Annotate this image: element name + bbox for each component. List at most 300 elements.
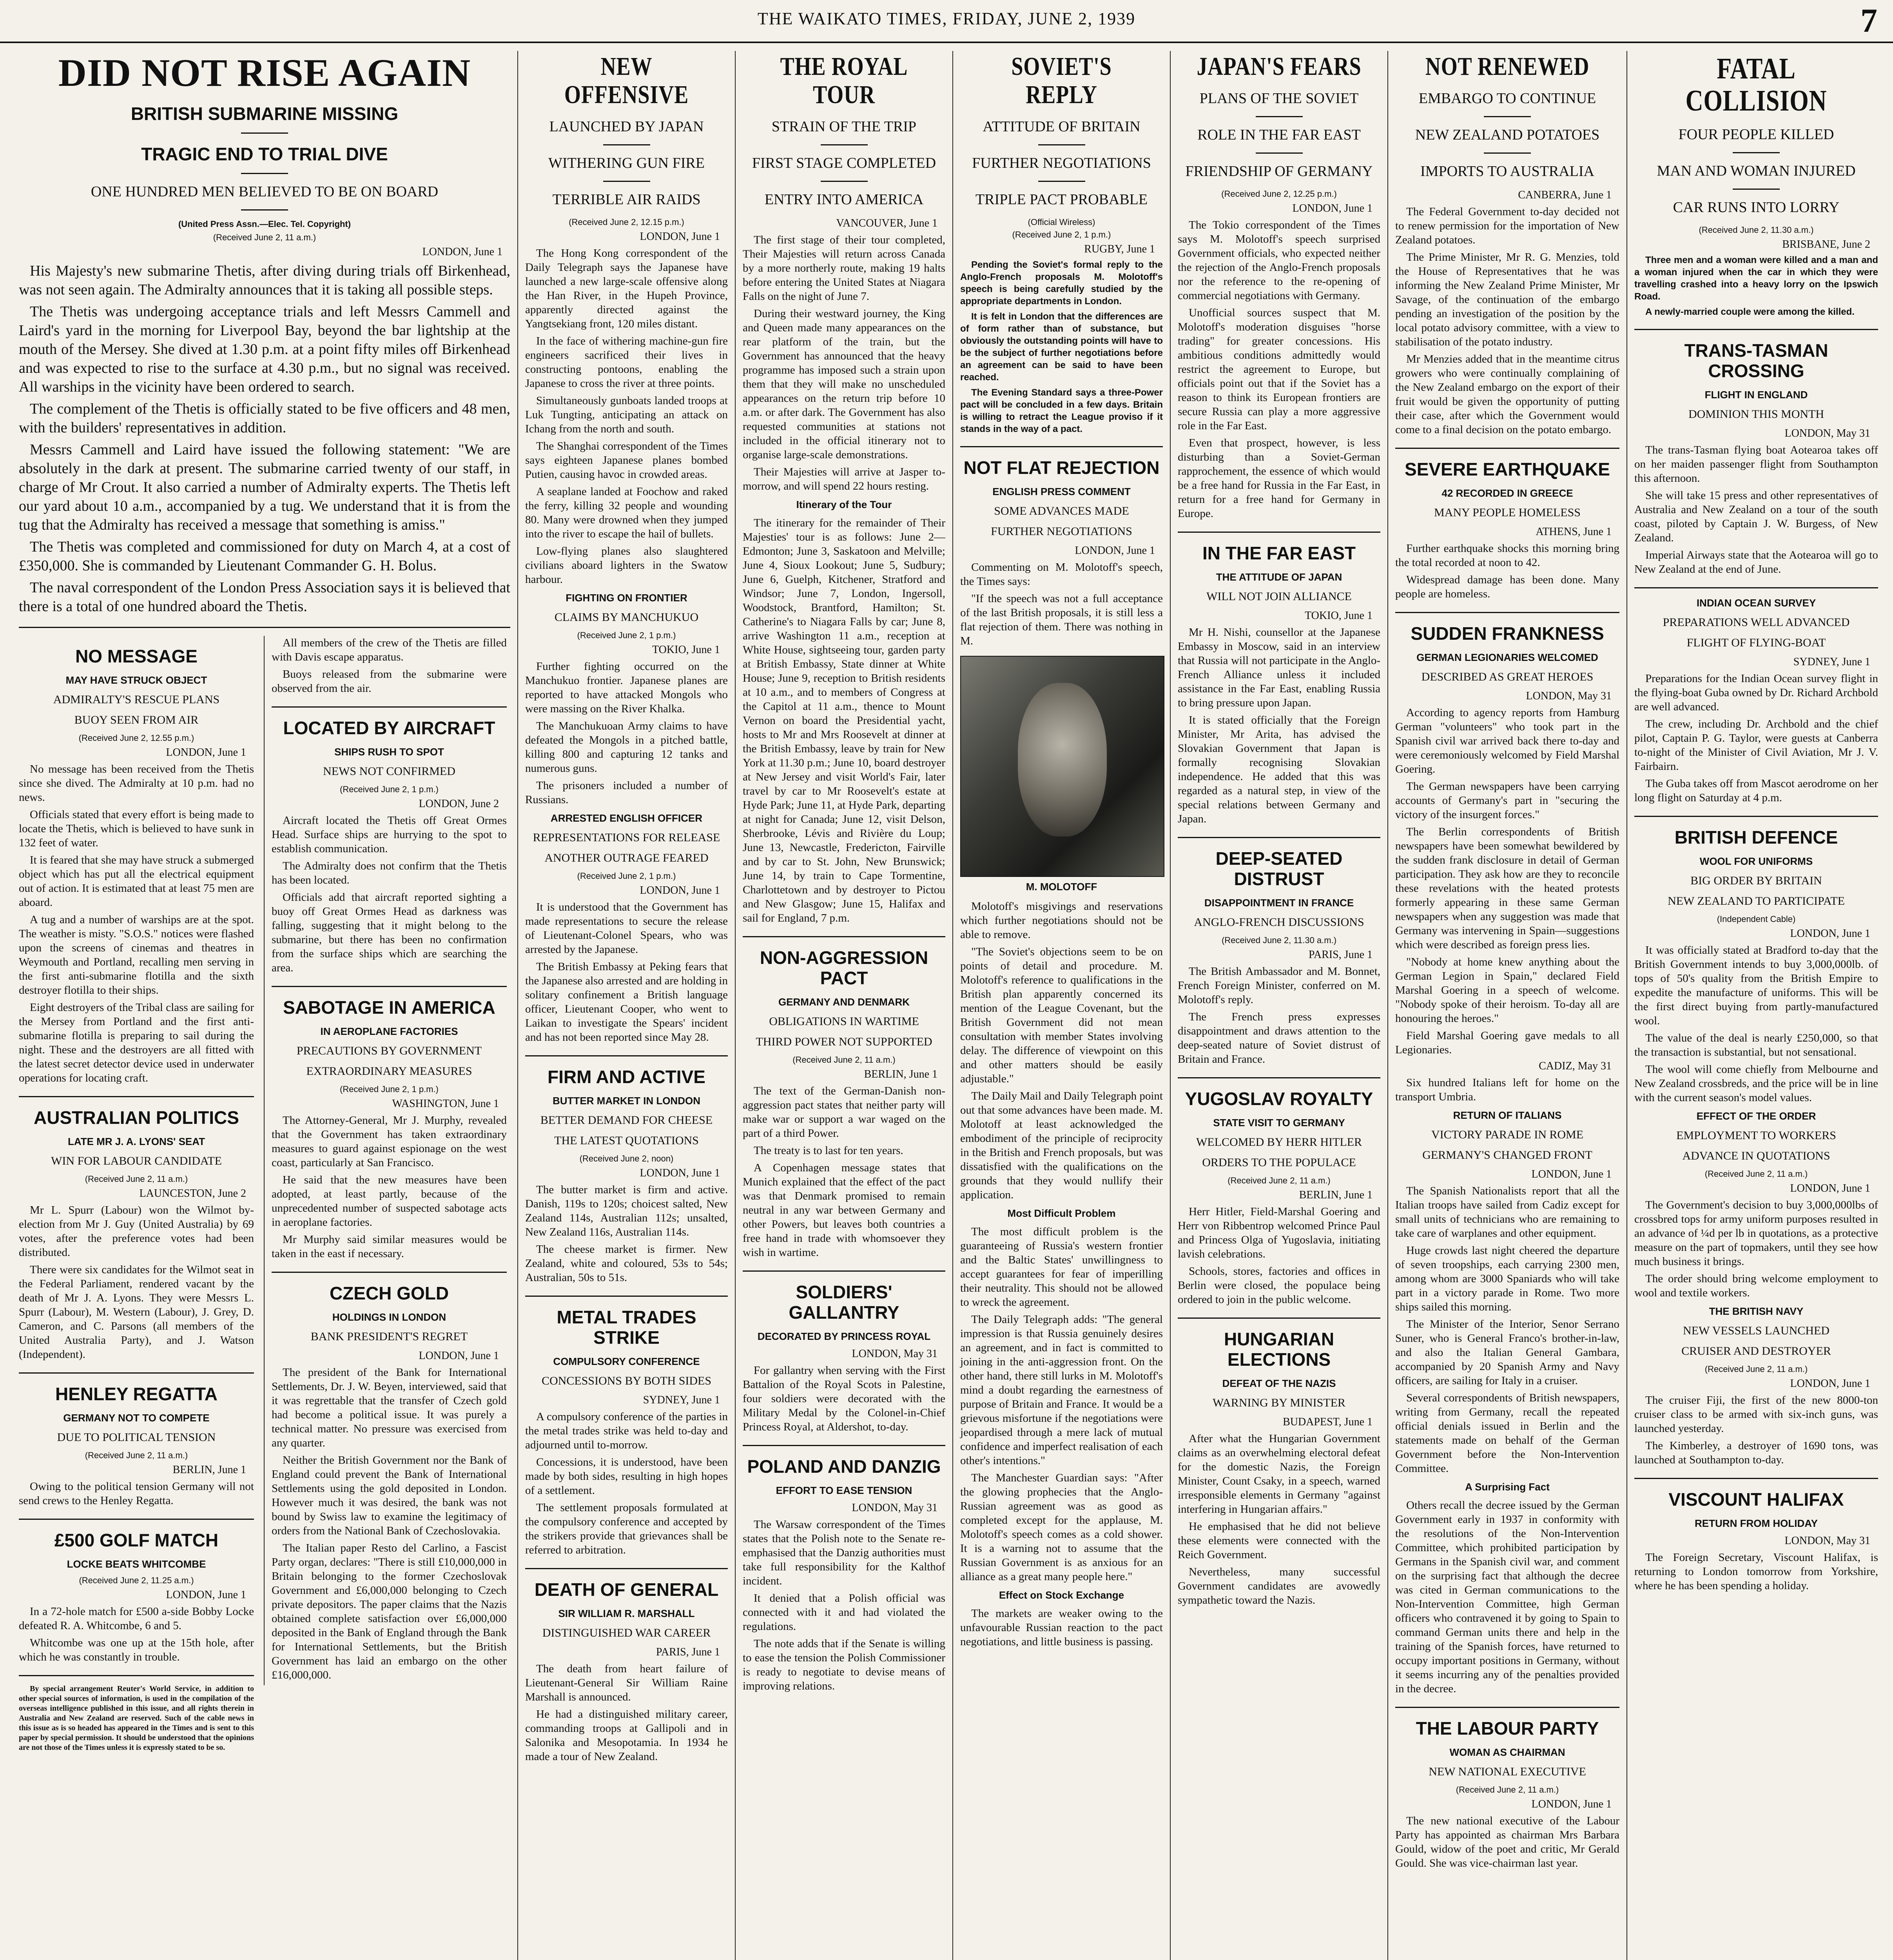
- subhead: FURTHER NEGOTIATIONS: [972, 155, 1151, 171]
- story-headline: INDIAN OCEAN SURVEY: [1696, 597, 1816, 609]
- story-headline: CZECH GOLD: [329, 1283, 449, 1303]
- received-line: (Received June 2, 11 a.m.): [1704, 1169, 1808, 1179]
- story-headline: HUNGARIAN ELECTIONS: [1224, 1329, 1335, 1370]
- subhead: SHIPS RUSH TO SPOT: [334, 746, 444, 758]
- paragraph: The treaty is to last for ten years.: [754, 1144, 903, 1157]
- dateline: LONDON, May 31: [852, 1348, 937, 1360]
- subhead: WARNING BY MINISTER: [1213, 1396, 1345, 1409]
- dateline: SYDNEY, June 1: [1793, 656, 1870, 668]
- dateline: RUGBY, June 1: [1084, 243, 1155, 255]
- paragraph: The cheese market is firmer. New Zealand, white and coloured, 53s to 54s; Australian, 50s to 51s.: [525, 1243, 728, 1284]
- story-headline: BRITISH DEFENCE: [1674, 827, 1838, 848]
- story-headline: SABOTAGE IN AMERICA: [283, 997, 495, 1018]
- dateline: LONDON, June 1: [166, 1589, 246, 1601]
- paragraph: The Minister of the Interior, Senor Serrano Suner, who is General Franco's brother-in-law, and also the Italian General Gambara, accompanied by 20 Spanish Army and Navy officers, are sailing for Italy in a cruiser.: [1395, 1318, 1619, 1387]
- story-headline: NOT RENEWED: [1425, 52, 1590, 81]
- paragraph: Messrs Cammell and Laird have issued the following statement: "We are absolutely in the dark at present. The submarine carried twenty of our staff, in charge of Mr Crout. It also carried a number of Admiralty experts. The Thetis left our yard about 10 a.m., accompanied by a tug. We understand that it is from the tug that the Admiralty has received a message that something is amiss.": [19, 441, 510, 533]
- subhead: DUE TO POLITICAL TENSION: [57, 1431, 216, 1444]
- subhead: NEW ZEALAND TO PARTICIPATE: [1668, 895, 1845, 907]
- subhead: 42 RECORDED IN GREECE: [1442, 487, 1573, 499]
- paragraph: The markets are weaker owing to the unfavourable Russian reaction to the pact negotiations, and little business is passing.: [960, 1607, 1163, 1648]
- story-headline: SUDDEN FRANKNESS: [1411, 623, 1604, 644]
- paragraph: The Attorney-General, Mr J. Murphy, revealed that the Government has taken extraordinary measures to guard against espionage on the west coast, particularly at San Francisco.: [272, 1114, 507, 1169]
- received-line: (Received June 2, 1 p.m.): [340, 1084, 439, 1094]
- subhead: BANK PRESIDENT'S REGRET: [310, 1330, 468, 1343]
- subhead: DISAPPOINTMENT IN FRANCE: [1204, 897, 1354, 909]
- paragraph: The naval correspondent of the London Press Association says it is believed that there is a total of one hundred aboard the Thetis.: [19, 579, 510, 615]
- paragraph: In a 72-hole match for £500 a-side Bobby Locke defeated R. A. Whitcombe, 6 and 5.: [19, 1605, 254, 1632]
- received-line: (Received June 2, 12.15 p.m.): [569, 217, 684, 227]
- credit-line: (United Press Assn.—Elec. Tel. Copyright): [178, 219, 351, 229]
- paragraph: She will take 15 press and other representatives of Australia and New Zealand on a tour of the south coast, piloted by Captain J. W. Burgess, of New Zealand.: [1634, 489, 1878, 544]
- paragraph: In the face of withering machine-gun fire engineers sacrificed their lives in constructing pontoons, enabling the Japanese to cross the river at three points.: [525, 335, 728, 390]
- dateline: PARIS, June 1: [656, 1646, 720, 1658]
- story-headline: RETURN OF ITALIANS: [1453, 1109, 1562, 1121]
- received-line: (Received June 2, 11.25 a.m.): [79, 1575, 194, 1585]
- story-headline: EFFECT OF THE ORDER: [1696, 1110, 1816, 1122]
- dateline: SYDNEY, June 1: [643, 1394, 720, 1406]
- paragraph: The Tokio correspondent of the Times says M. Molotoff's speech surprised Government officials, who expected neither the rejection of the Anglo-French proposals nor the reference to the re-opening of commercial negotiations with Germany.: [1178, 219, 1380, 302]
- paragraph: For gallantry when serving with the First Battalion of the Royal Scots in Palestine, four soldiers were decorated with the Military Medal by the Colonel-in-Chief Princess Royal, at Aldershot, to-day.: [743, 1364, 945, 1433]
- received-line: (Received June 2, 1 p.m.): [577, 630, 676, 640]
- footnote: By special arrangement Reuter's World Service, in addition to other special sources of information, is used in the compilation of the overseas intelligence published in this issue, and all rights therein in Australia and New Zealand are reserved. Such of the cable news in this issue as is so headed has appeared in the Times and is sent to this paper by special permission. It should be understood that the opinions are not those of the Times unless it is expressly stated to be so.: [19, 1684, 254, 1752]
- paragraph: The Government's decision to buy 3,000,000lbs of crossbred tops for army uniform purposes resulted in an advance of ¼d per lb in quotations, as a protective measure on the part of topmakers, until they see how much business it brings.: [1634, 1199, 1878, 1268]
- paragraph: "The Soviet's objections seem to be on points of detail and procedure. M. Molotoff's reference to qualifications in the British plan apparently concerned its mention of the League Covenant, but the British Government did not mean consultation with member States involving delay. The difference of viewpoint on this and other matters should be easily adjustable.": [960, 946, 1163, 1085]
- dateline: LONDON, June 1: [422, 246, 502, 258]
- subhead: EFFORT TO EASE TENSION: [776, 1485, 912, 1496]
- subhead: STATE VISIT TO GERMANY: [1213, 1117, 1345, 1129]
- dateline: LONDON, June 1: [166, 746, 246, 759]
- paragraph: Pending the Soviet's formal reply to the Anglo-French proposals M. Molotoff's speech is being carefully studied by the appropriate departments in London.: [960, 260, 1163, 307]
- received-line: (Received June 2, 11 a.m.): [792, 1055, 896, 1065]
- story-headline: JAPAN'S FEARS: [1197, 52, 1362, 81]
- received-line: (Received June 2, 11.30 a.m.): [1699, 225, 1814, 235]
- story-headline: NOT FLAT REJECTION: [963, 457, 1160, 478]
- subhead: DECORATED BY PRINCESS ROYAL: [757, 1330, 931, 1342]
- story-headline: POLAND AND DANZIG: [747, 1456, 941, 1477]
- paragraph: Buoys released from the submarine were observed from the air.: [272, 668, 507, 695]
- paragraph: Unofficial sources suspect that M. Molotoff's moderation disguises "horse trading" for greater concessions. His ambitious conditions admittedly would restrict the agreement to Europe, but officials point out that if the Soviet has a reason to think its European frontiers are secure Russia can play a more aggressive role in the Far East.: [1178, 307, 1380, 432]
- received-line: (Received June 2, 11.30 a.m.): [1221, 935, 1337, 945]
- column-6: [1387, 51, 1626, 1960]
- paragraph: Mr Murphy said similar measures would be taken in the east if necessary.: [272, 1233, 507, 1260]
- paragraph: The Prime Minister, Mr R. G. Menzies, told the House of Representatives that he was informing the New Zealand Prime Minister, Mr Savage, of the continuation of the embargo pending an investigation of the position by the local potato advisory committee, with a view to stabilisation of the potato industry.: [1395, 251, 1619, 348]
- subhead: MAY HAVE STRUCK OBJECT: [65, 674, 207, 686]
- subhead: PREPARATIONS WELL ADVANCED: [1663, 616, 1850, 629]
- paragraph: The Daily Mail and Daily Telegraph point out that some advances have been made. M. Molotoff at least acknowledged the embodiment of the principle of reciprocity in the British and French proposals, but was dissatisfied with the qualifications on the grounds that they would nullify their application.: [960, 1090, 1163, 1201]
- paragraph: The value of the deal is nearly £250,000, so that the transaction is substantial, but not sensational.: [1634, 1032, 1878, 1058]
- dateline: LONDON, June 1: [1075, 544, 1155, 557]
- story-headline: DEATH OF GENERAL: [534, 1579, 719, 1600]
- paragraph: It is stated officially that the Foreign Minister, Mr Arita, has advised the Slovakian Government that Japan is formally recognising Slovakian independence. He added that this was regarded as a natural step, in view of the special relations between Germany and Japan.: [1178, 714, 1380, 825]
- subhead: BUOY SEEN FROM AIR: [74, 713, 199, 726]
- subhead: GERMANY'S CHANGED FRONT: [1422, 1149, 1592, 1161]
- paragraph: According to agency reports from Hamburg German "volunteers" who took part in the Spanish civil war arrived back there to-day and were ceremoniously welcomed by Field Marshal Goering.: [1395, 706, 1619, 775]
- subhead: IN AEROPLANE FACTORIES: [320, 1025, 458, 1037]
- paragraph: The first stage of their tour completed, Their Majesties will return across Canada by a more northerly route, making 19 halts before entering the United States at Niagara Falls on the night of June 7.: [743, 234, 945, 303]
- paragraph: Further earthquake shocks this morning bring the total recorded at noon to 42.: [1395, 542, 1619, 569]
- subhead: MANY PEOPLE HOMELESS: [1434, 506, 1581, 519]
- paragraph: The order should bring welcome employment to wool and textile workers.: [1634, 1272, 1878, 1299]
- paragraph: Several correspondents of British newspapers, writing from Germany, recall the repeated official denials issued in Berlin and the statements made on behalf of the German Government before the Non-Intervention Committee.: [1395, 1392, 1619, 1475]
- paragraph: The Kimberley, a destroyer of 1690 tons, was launched at Southampton to-day.: [1634, 1439, 1878, 1466]
- subhead: NEWS NOT CONFIRMED: [323, 765, 455, 778]
- paragraph: A seaplane landed at Foochow and raked the ferry, killing 32 people and wounding 80. Many were drowned when they jumped into the river to escape the hail of bullets.: [525, 485, 728, 540]
- dateline: BERLIN, June 1: [1299, 1189, 1373, 1201]
- column-7: [1626, 51, 1885, 1960]
- paragraph: The president of the Bank for International Settlements, Dr. J. W. Beyen, interviewed, said that it was regrettable that the transfer of Czech gold had become a political issue. It was purely a technical matter. No pressure was exercised from any quarter.: [272, 1366, 507, 1449]
- subhead: TERRIBLE AIR RAIDS: [552, 191, 701, 208]
- story-headline: LOCATED BY AIRCRAFT: [283, 718, 495, 738]
- received-line: (Received June 2, 11 a.m.): [1456, 1785, 1559, 1795]
- paragraph: The most difficult problem is the guaranteeing of Russia's western frontier and the Baltic States' unwillingness to accept guarantees for fear of imperilling their neutrality. This should not be allowed to wreck the agreement.: [960, 1225, 1163, 1308]
- subhead: THIRD POWER NOT SUPPORTED: [756, 1035, 932, 1048]
- paragraph: It denied that a Polish official was connected with it and had violated the regulations.: [743, 1592, 945, 1633]
- dateline: LAUNCESTON, June 2: [139, 1187, 246, 1200]
- paragraph: Even that prospect, however, is less disturbing than a Soviet-German rapprochement, the essence of which would be a free hand for Russia in the Far East, in return for a free hand for Germany in Europe.: [1178, 437, 1380, 520]
- paragraph: The Spanish Nationalists report that all the Italian troops have sailed from Cadiz except for small units of technicians who are remaining to take care of warplanes and other equipment.: [1395, 1185, 1619, 1240]
- paragraph: Neither the British Government nor the Bank of England could prevent the Bank of International Settlements using the gold deposited in London. However much it was desired, the bank was not bound by Swiss law to examine the legitimacy of orders from the National Bank of Czechoslovakia.: [272, 1454, 507, 1537]
- paragraph: Huge crowds last night cheered the departure of seven troopships, each carrying 2300 men, among whom are 3000 Spaniards who will take part in a victory parade in Rome. Two more ships sailed this morning.: [1395, 1244, 1619, 1313]
- paragraph: Further fighting occurred on the Manchukuo frontier. Japanese planes are reported to have attacked Mongols who were massing on the River Khalka.: [525, 660, 728, 715]
- paragraph: The itinerary for the remainder of Their Majesties' tour is as follows: June 2—Edmonton; June 3, Saskatoon and Melville; June 4, Sioux Lookout; June 5, Sudbury; June 6, Guelph, Kitchener, Stratford and Windsor; June 7, London, Ingersoll, Woodstock, Brantford, Hamilton; St. Catherine's to Niagara Falls by car; June 8, arrive Washington 11 a.m., reception at White House, sightseeing tour, garden party at British Embassy, State dinner at White House; June 9, reception to British residents at 10 a.m., and to members of Congress at the Capitol at 11 a.m., thence to Mount Vernon on board the Presidential yacht, hosts to Mr and Mrs Roosevelt at dinner at the British Embassy, leave by train for New York at 11.30 p.m.; June 10, board destroyer at New Jersey and visit World's Fair, later travel by car to Mr Roosevelt's estate at Hyde Park; June 11, at Hyde Park, departing at night for Canada; June 12, visit Delson, Sherbrooke, Lévis and Rivière du Loup; June 13, Newcastle, Fredericton, Fairville and by car to St. John, New Brunswick; June 14, by train to Cape Tormentine, Charlottetown and by destroyer to Pictou and New Glasgow; June 15, Halifax and sail for England, 7 p.m.: [743, 517, 945, 924]
- paragraph: He had a distinguished military career, commanding troops at Gallipoli and in Salonika and Mesopotamia. In 1934 he made a tour of New Zealand.: [525, 1708, 728, 1763]
- subhead: CRUISER AND DESTROYER: [1681, 1345, 1831, 1357]
- paragraph: The Italian paper Resto del Carlino, a Fascist Party organ, declares: "There is still £10,000,000 in Britain belonging to the former Czechoslovak Government and £6,000,000 belonging to Czech private depositors. The paper claims that the Nazis obtained complete satisfaction over £6,000,000 deposited in the Bank of England through the Bank for International Settlements, but the British Government has laid an embargo on the other £16,000,000.: [272, 1542, 507, 1681]
- subhead: ENGLISH PRESS COMMENT: [992, 486, 1131, 497]
- dateline: LONDON, May 31: [1784, 427, 1870, 439]
- paragraph: It is feared that she may have struck a submerged object which has put all the electrical equipment out of action. It is estimated that at least 75 men are aboard.: [19, 854, 254, 909]
- subhead: THE ATTITUDE OF JAPAN: [1216, 571, 1342, 583]
- subhead: EXTRAORDINARY MEASURES: [306, 1065, 472, 1078]
- story-headline: THE ROYAL TOUR: [780, 52, 908, 109]
- subhead: GERMAN LEGIONARIES WELCOMED: [1416, 652, 1598, 663]
- paragraph: Nevertheless, many successful Government candidates are avowedly sympathetic toward the Nazis.: [1178, 1566, 1380, 1606]
- subhead: GERMANY AND DENMARK: [778, 996, 910, 1008]
- paragraph: Low-flying planes also slaughtered civilians aboard lighters in the Swatow harbour.: [525, 545, 728, 586]
- paragraph: The Admiralty does not confirm that the Thetis has been located.: [272, 860, 507, 886]
- story-headline: ARRESTED ENGLISH OFFICER: [550, 812, 703, 824]
- credit-line: (Official Wireless): [1028, 217, 1095, 227]
- story-headline: THE LABOUR PARTY: [1416, 1718, 1599, 1739]
- story-headline: SEVERE EARTHQUAKE: [1405, 459, 1610, 479]
- subhead: BIG ORDER BY BRITAIN: [1690, 874, 1822, 887]
- subhead: PLANS OF THE SOVIET: [1199, 90, 1359, 107]
- subhead: WOMAN AS CHAIRMAN: [1449, 1746, 1565, 1758]
- paragraph: The Guba takes off from Mascot aerodrome on her long flight on Saturday at 4 p.m.: [1634, 777, 1878, 804]
- dateline: LONDON, June 1: [1790, 1182, 1870, 1194]
- subhead: EMBARGO TO CONTINUE: [1418, 90, 1596, 107]
- paragraph: Widespread damage has been done. Many people are homeless.: [1395, 573, 1619, 600]
- paragraph: It is understood that the Government has made representations to secure the release of Lieutenant-Colonel Spears, who was arrested by the Japanese.: [525, 901, 728, 956]
- received-line: (Received June 2, 1 p.m.): [340, 784, 439, 794]
- paragraph: The Berlin correspondents of British newspapers have been somewhat bewildered by the sudden frank disclosure in detail of German participation. They ask how are they to reconcile these revelations with the heated protests formerly appearing in these same German newspapers when any suggestion was made that Germany was intervening in Spain—suggestions which were described as foreign press lies.: [1395, 826, 1619, 951]
- subhead: IMPORTS TO AUSTRALIA: [1420, 163, 1594, 180]
- paragraph: Commenting on M. Molotoff's speech, the Times says:: [960, 561, 1163, 588]
- page-number: 7: [1860, 2, 1877, 39]
- dateline: LONDON, June 1: [640, 884, 720, 897]
- paragraph: After what the Hungarian Government claims as an overwhelming electoral defeat for the domestic Nazis, the Foreign Minister, Count Csaky, in a speech, warned irresponsible elements in Germany "against interfering in Hungarian affairs.": [1178, 1432, 1380, 1515]
- dateline: CANBERRA, June 1: [1518, 189, 1612, 201]
- received-line: (Received June 2, 11 a.m.): [1228, 1176, 1331, 1185]
- subhead: CONCESSIONS BY BOTH SIDES: [541, 1374, 712, 1387]
- story-subheading: Effect on Stock Exchange: [999, 1589, 1124, 1601]
- subhead: ONE HUNDRED MEN BELIEVED TO BE ON BOARD: [91, 183, 439, 200]
- story-headline: DEEP-SEATED DISTRUST: [1215, 848, 1343, 889]
- paragraph: Three men and a woman were killed and a man and a woman injured when the car in which they were travelling crashed into a heavy lorry on the Ipswich Road.: [1634, 255, 1878, 302]
- received-line: (Received June 2, 11 a.m.): [85, 1450, 188, 1460]
- subhead: WITHERING GUN FIRE: [548, 155, 705, 171]
- subhead: FRIENDSHIP OF GERMANY: [1185, 163, 1373, 180]
- subhead: WOOL FOR UNIFORMS: [1699, 855, 1813, 867]
- dateline: CADIZ, May 31: [1539, 1060, 1612, 1072]
- story-headline: HENLEY REGATTA: [55, 1384, 218, 1404]
- received-line: (Received June 2, 11 a.m.): [1704, 1364, 1808, 1374]
- paragraph: The British Ambassador and M. Bonnet, French Foreign Minister, conferred on M. Molotoff's reply.: [1178, 965, 1380, 1006]
- newspaper-title: THE WAIKATO TIMES, FRIDAY, JUNE 2, 1939: [757, 9, 1136, 28]
- subhead: DESCRIBED AS GREAT HEROES: [1421, 670, 1594, 683]
- paragraph: A newly-married couple were among the killed.: [1645, 307, 1855, 317]
- dateline: BERLIN, June 1: [864, 1068, 937, 1080]
- paragraph: Aircraft located the Thetis off Great Ormes Head. Surface ships are hurrying to the spot to establish communication.: [272, 814, 507, 855]
- subhead: RETURN FROM HOLIDAY: [1695, 1517, 1818, 1529]
- paragraph: Preparations for the Indian Ocean survey flight in the flying-boat Guba owned by Dr. Richard Archbold are well advanced.: [1634, 672, 1878, 713]
- story-headline: METAL TRADES STRIKE: [557, 1307, 696, 1348]
- molotoff-portrait: [960, 656, 1164, 877]
- subhead: EMPLOYMENT TO WORKERS: [1676, 1129, 1836, 1142]
- column-2: [517, 51, 735, 1960]
- paragraph: Imperial Airways state that the Aotearoa will go to New Zealand at the end of June.: [1634, 549, 1878, 575]
- dateline: ATHENS, June 1: [1536, 526, 1612, 538]
- received-line: (Received June 2, 12.55 p.m.): [78, 733, 194, 743]
- dateline: BERLIN, June 1: [172, 1464, 246, 1476]
- subhead: STRAIN OF THE TRIP: [771, 118, 917, 135]
- subcolumn-left: [19, 636, 254, 1756]
- paragraph: The Manchukuoan Army claims to have defeated the Mongols in a pitched battle, killing 800 and capturing 12 tanks and numerous guns.: [525, 720, 728, 775]
- dateline: LONDON, May 31: [1784, 1535, 1870, 1547]
- paragraph: Officials add that aircraft reported sighting a buoy off Great Ormes Head as darkness was falling, suggesting that it might belong to the submarine, but there has been no confirmation from the surface ships which are searching the area.: [272, 891, 507, 974]
- headline-did-not-rise: DID NOT RISE AGAIN: [58, 51, 471, 94]
- dateline: LONDON, June 1: [1790, 927, 1870, 940]
- story-headline: SOVIET'S REPLY: [1011, 52, 1112, 109]
- story-headline: FIGHTING ON FRONTIER: [566, 592, 687, 604]
- subhead: FURTHER NEGOTIATIONS: [991, 525, 1132, 538]
- dateline: LONDON, June 1: [640, 1167, 720, 1179]
- paragraph: During their westward journey, the King and Queen made many appearances on the rear platform of the train, but the Government has announced that the heavy programme has imposed such a strain upon them that they will make no unscheduled appearances on the return trip before 10 a.m. or after dark. The Government has also requested communities at stations not included in the official itinerary not to organise large-scale demonstrations.: [743, 307, 945, 461]
- paragraph: The German newspapers have been carrying accounts of Germany's part in "securing the victory of the insurgent forces.": [1395, 780, 1619, 821]
- paragraph: A compulsory conference of the parties in the metal trades strike was held to-day and adjourned until to-morrow.: [525, 1410, 728, 1451]
- paragraph: Officials stated that every effort is being made to locate the Thetis, which is believed to have sunk in 132 feet of water.: [19, 808, 254, 849]
- paragraph: Others recall the decree issued by the German Government early in 1937 in conformity with the resolutions of the Non-Intervention Committee, which prohibited participation by Germans in the Spanish civil war, and comment on the surprising fact that although the decree was cited in German communications to the Non-Intervention Committee, high German officers who contravened it by going to Spain to command German units there and help in the training of the Spanish forces, have returned to occupy important positions in Germany, without it seems incurring any of the penalties provided in the decree.: [1395, 1499, 1619, 1695]
- subhead: TRIPLE PACT PROBABLE: [975, 191, 1148, 208]
- subhead: TRAGIC END TO TRIAL DIVE: [141, 144, 388, 164]
- paragraph: The Hong Kong correspondent of the Daily Telegraph says the Japanese have launched a new large-scale offensive along the Han River, in the Hupeh Province, apparently directed against the Yangtsekiang front, 120 miles distant.: [525, 247, 728, 330]
- dateline: VANCOUVER, June 1: [836, 217, 937, 229]
- dateline: LONDON, June 1: [1531, 1168, 1612, 1180]
- paragraph: The trans-Tasman flying boat Aotearoa takes off on her maiden passenger flight from Southampton this afternoon.: [1634, 444, 1878, 485]
- paragraph: Eight destroyers of the Tribal class are sailing for the Mersey from Portland and the first anti-submarine flotilla is preparing to sail during the night. These and the destroyers are all fitted with the latest secret detector device used in underwater operations for locating craft.: [19, 1001, 254, 1084]
- paragraph: A Copenhagen message states that Munich explained that the effect of the pact was that Denmark promised to remain neutral in any war between Germany and other Powers, but leaves both countries a free hand in trade with whomsoever they wish in wartime.: [743, 1161, 945, 1259]
- paragraph: Owing to the political tension Germany will not send crews to the Henley Regatta.: [19, 1480, 254, 1507]
- story-headline: NO MESSAGE: [75, 646, 198, 666]
- column-1: [12, 51, 517, 1960]
- subhead: FLIGHT OF FLYING-BOAT: [1686, 636, 1826, 649]
- dateline: LONDON, June 1: [1790, 1377, 1870, 1390]
- subhead: DEFEAT OF THE NAZIS: [1222, 1377, 1336, 1389]
- story-headline: AUSTRALIAN POLITICS: [34, 1107, 239, 1128]
- subhead: CLAIMS BY MANCHUKUO: [554, 611, 699, 624]
- subhead: WIN FOR LABOUR CANDIDATE: [51, 1154, 222, 1167]
- dateline: BUDAPEST, June 1: [1283, 1416, 1373, 1428]
- received-line: (Received June 2, 11 a.m.): [213, 232, 316, 242]
- paragraph: Concessions, it is understood, have been made by both sides, resulting in high hopes of a settlement.: [525, 1456, 728, 1497]
- story-headline: NEW OFFENSIVE: [564, 52, 689, 109]
- subhead: NEW NATIONAL EXECUTIVE: [1429, 1765, 1586, 1778]
- story-headline: THE BRITISH NAVY: [1709, 1305, 1804, 1317]
- subhead: REPRESENTATIONS FOR RELEASE: [533, 831, 720, 844]
- paragraph: The Federal Government to-day decided not to renew permission for the importation of New Zealand potatoes.: [1395, 205, 1619, 246]
- received-line: (Received June 2, 1 p.m.): [577, 871, 676, 881]
- received-line: (Received June 2, noon): [579, 1154, 674, 1163]
- paragraph: It was officially stated at Bradford to-day that the British Government intends to buy 3,000,000lb. of tops of 50's quality from the British Empire to expedite the manufacture of uniforms. This will be the first direct buying from partly-manufactured wool.: [1634, 944, 1878, 1027]
- paragraph: The Daily Telegraph adds: "The general impression is that Russia genuinely desires an agreement, and in fact is committed to joining in the anti-aggression front. On the other hand, there still lurks in M. Molotoff's mind a doubt regarding the earnestness of purpose of Britain and France. It would be a grievous misfortune if the negotiations were jeopardised through a mere lack of mutual confidence and imperfect realisation of each other's intentions.": [960, 1313, 1163, 1467]
- subhead: LATE MR J. A. LYONS' SEAT: [68, 1136, 205, 1147]
- subhead: LAUNCHED BY JAPAN: [549, 118, 704, 135]
- subhead: ATTITUDE OF BRITAIN: [983, 118, 1141, 135]
- dateline: BRISBANE, June 2: [1782, 238, 1870, 250]
- subhead: FIRST STAGE COMPLETED: [752, 155, 936, 171]
- subhead: HOLDINGS IN LONDON: [332, 1311, 446, 1323]
- subhead: DISTINGUISHED WAR CAREER: [542, 1626, 711, 1639]
- paragraph: "Nobody at home knew anything about the German Legion in Spain," declared Field Marshal Goering in a speech of welcome. "Nobody spoke of their heroism. To-day all are honouring the heroes.": [1395, 956, 1619, 1025]
- story-headline: NON-AGGRESSION PACT: [760, 947, 928, 988]
- subhead: FLIGHT IN ENGLAND: [1704, 389, 1808, 401]
- dateline: LONDON, June 1: [419, 1350, 499, 1362]
- masthead: [0, 0, 1893, 43]
- dateline: TOKIO, June 1: [652, 644, 720, 656]
- paragraph: The cruiser Fiji, the first of the new 8000-ton cruiser class to be armed with six-inch guns, was launched yesterday.: [1634, 1394, 1878, 1435]
- story-subheading: Most Difficult Problem: [1007, 1207, 1116, 1219]
- subhead: ORDERS TO THE POPULACE: [1202, 1156, 1356, 1169]
- paragraph: The text of the German-Danish non-aggression pact states that neither party will make war or support a war waged on the part of a third Power.: [743, 1085, 945, 1140]
- paragraph: The butter market is firm and active. Danish, 119s to 120s; choicest salted, New Zealand 114s, Australian 112s; unsalted, New Zealand 116s, Australian 114s.: [525, 1183, 728, 1238]
- subhead: LOCKE BEATS WHITCOMBE: [67, 1558, 206, 1570]
- dateline: LONDON, June 1: [640, 230, 720, 243]
- dateline: TOKIO, June 1: [1305, 610, 1373, 622]
- story-headline: TRANS-TASMAN CROSSING: [1684, 340, 1828, 381]
- subhead: WELCOMED BY HERR HITLER: [1196, 1136, 1362, 1149]
- subhead: BRITISH SUBMARINE MISSING: [131, 103, 399, 124]
- subhead: ADMIRALTY'S RESCUE PLANS: [53, 693, 220, 706]
- dateline: LONDON, June 2: [419, 798, 499, 810]
- paragraph: The new national executive of the Labour Party has appointed as chairman Mrs Barbara Gould, widow of the poet and critic, Mr Gerald Gould. She was vice-chairman last year.: [1395, 1815, 1619, 1869]
- column-5: [1170, 51, 1387, 1960]
- paragraph: Simultaneously gunboats landed troops at Luk Tungting, anticipating an attack on Ichang from the north and south.: [525, 394, 728, 435]
- story-headline: VISCOUNT HALIFAX: [1668, 1489, 1844, 1510]
- story-headline: YUGOSLAV ROYALTY: [1185, 1089, 1373, 1109]
- paragraph: The French press expresses disappointment and draws attention to the deep-seated nature of Soviet distrust of Britain and France.: [1178, 1011, 1380, 1065]
- story-subheading: A Surprising Fact: [1465, 1481, 1550, 1493]
- subhead: FOUR PEOPLE KILLED: [1678, 126, 1834, 143]
- column-4: [952, 51, 1170, 1960]
- subcolumn-right: [264, 636, 507, 1685]
- story-headline: FATAL COLLISION: [1685, 52, 1827, 117]
- paragraph: A tug and a number of warships are at the spot. The weather is misty. "S.O.S." notices were flashed upon the screens of cinemas and theatres in Weymouth and Portland, recalling men serving in the first anti-submarine flotilla and the sixth destroyer flotilla to their ships.: [19, 913, 254, 996]
- subhead: DOMINION THIS MONTH: [1688, 408, 1824, 421]
- dateline: WASHINGTON, June 1: [392, 1098, 499, 1110]
- paragraph: Molotoff's misgivings and reservations which further negotiations should not be able to remove.: [960, 900, 1163, 941]
- subhead: NEW ZEALAND POTATOES: [1415, 127, 1600, 143]
- subhead: ANOTHER OUTRAGE FEARED: [544, 851, 709, 864]
- paragraph: His Majesty's new submarine Thetis, after diving during trials off Birkenhead, was not seen again. The Admiralty announces that it is taking all possible steps.: [19, 263, 510, 298]
- subhead: BETTER DEMAND FOR CHEESE: [540, 1114, 713, 1127]
- received-line: (Received June 2, 1 p.m.): [1012, 230, 1111, 240]
- paragraph: The settlement proposals formulated at the compulsory conference and accepted by the strikers provide that grievances shall be referred to arbitration.: [525, 1501, 728, 1556]
- paragraph: No message has been received from the Thetis since she dived. The Admiralty at 10 p.m. had no news.: [19, 763, 254, 804]
- story-subheading: Itinerary of the Tour: [796, 499, 892, 510]
- story-headline: FIRM AND ACTIVE: [548, 1067, 705, 1087]
- dateline: PARIS, June 1: [1308, 949, 1373, 961]
- paragraph: The Thetis was undergoing acceptance trials and left Messrs Cammell and Laird's yard in the morning for Liverpool Bay, beyond the bar lightship at the mouth of the Mersey. She dived at 1.30 p.m. at a point fifty miles off Birkenhead and was expected to rise to the surface at 4.30 p.m., but no signal was received. All warships in the vicinity have been ordered to search.: [19, 303, 510, 395]
- paragraph: The Evening Standard says a three-Power pact will be concluded in a few days. Britain is willing to retract the League proviso if it stands in the way of a pact.: [960, 387, 1163, 434]
- paragraph: The wool will come chiefly from Melbourne and New Zealand crossbreds, and the price will be in line with the current season's model values.: [1634, 1063, 1878, 1104]
- paragraph: The death from heart failure of Lieutenant-General Sir William Raine Marshall is announced.: [525, 1662, 728, 1703]
- subhead: THE LATEST QUOTATIONS: [554, 1134, 699, 1147]
- subhead: VICTORY PARADE IN ROME: [1431, 1128, 1584, 1141]
- subhead: MAN AND WOMAN INJURED: [1657, 163, 1856, 179]
- paragraph: The British Embassy at Peking fears that the Japanese also arrested and are holding in solitary confinement a British language officer, Lieutenant Cooper, who went to Laikan to investigate the Spears' incident and has not been reported since May 28.: [525, 960, 728, 1044]
- paragraph: "If the speech was not a full acceptance of the last British proposals, it is still less a flat rejection of them. There was nothing in M.: [960, 592, 1163, 647]
- paragraph: The complement of the Thetis is officially stated to be five officers and 48 men, with the builders' representatives in addition.: [19, 401, 510, 436]
- paragraph: The Warsaw correspondent of the Times states that the Polish note to the Senate re-emphasised that the Danzig authorities must take full responsibility for the Kalthof incident.: [743, 1518, 945, 1587]
- paragraph: Field Marshal Goering gave medals to all Legionaries.: [1395, 1029, 1619, 1056]
- paragraph: The prisoners included a number of Russians.: [525, 779, 728, 806]
- dateline: LONDON, June 1: [1292, 202, 1373, 214]
- column-3: [735, 51, 952, 1960]
- paragraph: The Shanghai correspondent of the Times says eighteen Japanese planes bombed Putien, causing havoc in crowded areas.: [525, 440, 728, 481]
- paragraph: The Foreign Secretary, Viscount Halifax, is returning to London tomorrow from Yorkshire, where he has been spending a holiday.: [1634, 1551, 1878, 1592]
- paragraph: The Thetis was completed and commissioned for duty on March 4, at a cost of £350,000. She is commanded by Lieutenant Commander G. H. Bolus.: [19, 539, 510, 574]
- paragraph: It is felt in London that the differences are of form rather than of substance, but obviously the outstanding points will have to be the subject of further negotiations before an agreement can be said to have been reached.: [960, 311, 1163, 383]
- portrait-caption: M. MOLOTOFF: [1026, 881, 1097, 893]
- dateline: LONDON, June 1: [1531, 1798, 1612, 1810]
- story-headline: £500 GOLF MATCH: [54, 1530, 219, 1550]
- story-headline: SOLDIERS' GALLANTRY: [789, 1282, 899, 1323]
- paragraph: The Manchester Guardian says: "After the glowing prophecies that the Anglo-Russian agreement was as good as completed except for the applause, M. Molotoff's speech comes as a cold shower. It is a warning not to assume that the Russian Government is as anxious for an alliance as a great many people here.": [960, 1472, 1163, 1583]
- dateline: LONDON, May 31: [1526, 690, 1612, 702]
- paragraph: Mr Menzies added that in the meantime citrus growers who were continually complaining of the New Zealand embargo on the export of their fruit would be given the opportunity of putting their case, after which the Government would come to a final decision on the potato embargo.: [1395, 353, 1619, 436]
- paragraph: Whitcombe was one up at the 15th hole, after which he was constantly in trouble.: [19, 1637, 254, 1663]
- received-line: (Received June 2, 12.25 p.m.): [1221, 189, 1337, 199]
- paragraph: All members of the crew of the Thetis are filled with Davis escape apparatus.: [272, 637, 507, 663]
- credit-line: (Independent Cable): [1717, 914, 1796, 924]
- subhead: CAR RUNS INTO LORRY: [1673, 199, 1840, 216]
- subhead: WILL NOT JOIN ALLIANCE: [1206, 590, 1352, 603]
- subhead: BUTTER MARKET IN LONDON: [553, 1095, 700, 1107]
- subhead: GERMANY NOT TO COMPETE: [63, 1412, 210, 1424]
- subhead: OBLIGATIONS IN WARTIME: [769, 1015, 919, 1028]
- paragraph: He emphasised that he did not believe these elements were connected with the Reich Government.: [1178, 1520, 1380, 1561]
- subhead: COMPULSORY CONFERENCE: [553, 1356, 700, 1367]
- story-headline: IN THE FAR EAST: [1202, 543, 1356, 563]
- received-line: (Received June 2, 11 a.m.): [85, 1174, 188, 1184]
- paragraph: Schools, stores, factories and offices in Berlin were closed, the populace being ordered to join in the public welcome.: [1178, 1265, 1380, 1306]
- subhead: ADVANCE IN QUOTATIONS: [1682, 1149, 1830, 1162]
- subhead: SOME ADVANCES MADE: [994, 505, 1129, 517]
- paragraph: Mr L. Spurr (Labour) won the Wilmot by-election from Mr J. Guy (United Australia) by 69 votes, after the preference votes had been distributed.: [19, 1204, 254, 1259]
- paragraph: The note adds that if the Senate is willing to ease the tension the Polish Commissioner is ready to negotiate to devise means of improving relations.: [743, 1637, 945, 1692]
- paragraph: There were six candidates for the Wilmot seat in the Federal Parliament, rendered vacant by the death of Mr J. A. Lyons. They were Messrs L. Spurr (Labour), M. Western (Labour), J. Grey, D. Cameron, and C. Parsons (all members of the United Australia Party), and J. Watson (Independent).: [19, 1263, 254, 1361]
